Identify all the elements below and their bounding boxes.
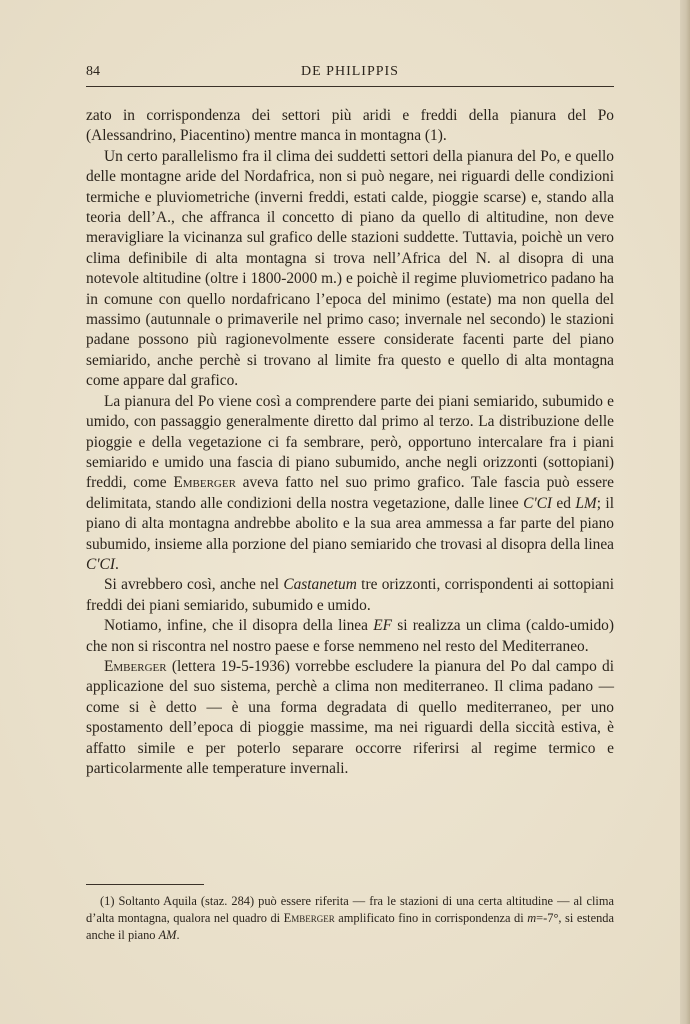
author-name-emberger: Emberger <box>173 474 236 492</box>
line-label: C'CI <box>523 494 553 512</box>
paragraph-parallelism: Un certo parallelismo fra il clima dei suddetti settori della pianura del Po, e quello delle montagne aride del Nordafrica, non si può negare, nei riguardi delle condizioni termiche e pluviometriche (inverni freddi, estati calde, pioggie scarse) e, stando alla teoria dell’A., che affranca il concetto di piano da quello di altitudine, non deve meravigliare la vicinanza sul grafico delle stazioni suddette. Tuttavia, poichè un vero clima definibile di alta montagna si trova nell’Africa del N. al disopra di una notevole altitudine (oltre i 1800-2000 m.) e poichè il regime pluviometrico padano ha in comune con quello nordafricano l’epoca del minimo (estate) ma non quella del massimo (autunnale o primaverile nel primo caso; invernale nel secondo) le stazioni padane possono più ragionevolmente essere considerate facenti parte del piano semiarido, anche perchè si trovano al limite fra questo e quello di alta montagna come appare dal grafico. <box>86 147 614 390</box>
page-number: 84 <box>86 64 100 79</box>
text-run: La pianura del Po viene così a comprendere parte dei piani semiarido, subumido e umido, con passaggio generalmente diretto dal primo al terzo. La distribuzione delle pioggie e della vegetazione ci fa sembrare, però, opportuno intercalare fra i piani semiarido e umido una fascia di piano subumido, anche negli orizzonti (sottopiani) freddi, come <box>86 392 614 492</box>
line-label: LM <box>575 494 597 512</box>
text-run: . <box>114 555 119 573</box>
line-label: C'CI <box>86 555 115 573</box>
text-run: (1) Soltanto Aquila (staz. 284) può essere riferita — fra le stazioni di una certa altitudine — al clima d’alta montagna, qualora nel quadro di <box>86 894 614 925</box>
footnote <box>86 893 614 944</box>
text-run: . <box>176 928 180 942</box>
page-edge-shadow <box>680 0 690 1024</box>
text-run: amplificato fino in corrispondenza di <box>334 911 528 925</box>
math-symbol: m <box>527 911 537 925</box>
body-text <box>86 106 614 779</box>
term-castanetum: Castanetum <box>283 576 357 594</box>
text-run: =-7°, si estenda anche il piano <box>86 911 614 942</box>
text-run: (lettera 19-5-1936) vorrebbe escludere la pianura del Po dal campo di applicazione del suo sistema, perchè a clima non mediterraneo. Il clima padano — come si è detto — è una forma degradata di quello mediterraneo, per uno spostamento dell’epoca di pioggie massime, ma nei riguardi della siccità estiva, è affatto simile e per poterlo separare occorre riferirsi al regime termico e particolarmente alle temperature invernali. <box>86 657 614 777</box>
page-header <box>86 64 614 87</box>
paragraph-castanetum <box>86 575 614 616</box>
author-name-emberger: Emberger <box>104 657 167 675</box>
text-run: si realizza un clima (caldo-umido) che non si riscontra nel nostro paese e forse nemmeno nel resto del Mediterraneo. <box>86 617 614 655</box>
text-run: Si avrebbero così, anche nel <box>104 576 284 594</box>
author-name-emberger: Emberger <box>283 911 335 925</box>
text-run: Notiamo, infine, che il disopra della linea <box>104 617 374 635</box>
text-run: ed <box>552 494 576 512</box>
text-run: tre orizzonti, corrispondenti ai sottopiani freddi dei piani semiarido, subumido e umido. <box>86 576 614 614</box>
paragraph-ef-line <box>86 616 614 657</box>
paragraph-emberger-letter <box>86 657 614 779</box>
line-label: EF <box>373 617 393 635</box>
text-run: aveva fatto nel suo primo grafico. Tale fascia può essere delimitata, stando alle condizioni della nostra vegetazione, dalle linee <box>86 474 614 512</box>
term-am: AM <box>158 928 177 942</box>
paragraph-po-plain <box>86 392 614 576</box>
paragraph-continuation: zato in corrispondenza dei settori più aridi e freddi della pianura del Po (Alessandrino, Piacentino) mentre manca in montagna (1). <box>86 107 614 145</box>
text-run: ; il piano di alta montagna andrebbe abolito e la sua area ammessa a far parte del piano subumido, insieme alla porzione del piano semiarido che trovasi al disopra della linea <box>86 494 614 553</box>
running-head: DE PHILIPPIS <box>301 64 399 79</box>
footnote-divider <box>86 884 204 885</box>
